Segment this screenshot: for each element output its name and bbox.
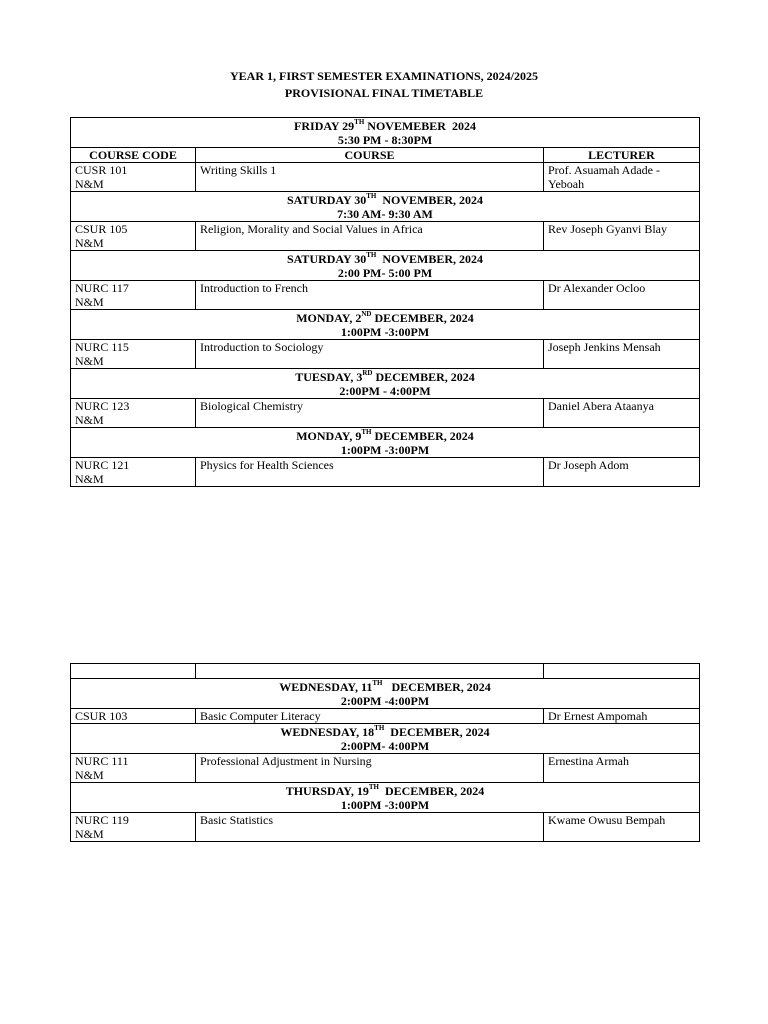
- session-header: [71, 783, 700, 813]
- session-time: 2:00PM - 4:00PM: [339, 384, 431, 398]
- table-row: [71, 163, 700, 192]
- course-cell: Professional Adjustment in Nursing: [196, 754, 544, 783]
- session-header: [71, 679, 700, 709]
- header-course-code: COURSE CODE: [71, 148, 196, 163]
- session-header: [71, 428, 700, 458]
- session-day: SATURDAY 30TH NOVEMBER, 2024: [286, 192, 484, 207]
- table-row: [71, 222, 700, 251]
- document-subtitle: PROVISIONAL FINAL TIMETABLE: [284, 86, 484, 100]
- session-time: 1:00PM -3:00PM: [340, 798, 430, 812]
- table-row: [71, 813, 700, 842]
- session-header: [71, 192, 700, 222]
- course-cell: Biological Chemistry: [196, 399, 544, 428]
- document-title: YEAR 1, FIRST SEMESTER EXAMINATIONS, 2024/2025: [230, 69, 538, 83]
- course-code-cell: NURC 117 N&M: [71, 281, 196, 310]
- course-cell: Basic Computer Literacy: [196, 709, 544, 724]
- session-time: 2:00PM- 4:00PM: [340, 739, 430, 753]
- course-code-cell: NURC 111 N&M: [71, 754, 196, 783]
- lecturer-cell: Kwame Owusu Bempah: [544, 813, 700, 842]
- session-header: [71, 310, 700, 340]
- course-code-cell: NURC 119 N&M: [71, 813, 196, 842]
- course-code-cell: NURC 115 N&M: [71, 340, 196, 369]
- session-day: SATURDAY 30TH NOVEMBER, 2024: [286, 251, 484, 266]
- course-cell: Physics for Health Sciences: [196, 458, 544, 487]
- session-time: 5:30 PM - 8:30PM: [337, 133, 433, 147]
- lecturer-cell: Prof. Asuamah Adade - Yeboah: [544, 163, 700, 192]
- timetable-page-1: [70, 117, 700, 487]
- header-course: COURSE: [196, 148, 544, 163]
- session-day: WEDNESDAY, 18TH DECEMBER, 2024: [280, 724, 490, 739]
- course-code-cell: CSUR 105 N&M: [71, 222, 196, 251]
- table-row: [71, 458, 700, 487]
- session-time: 7:30 AM- 9:30 AM: [337, 207, 433, 221]
- session-header: [71, 369, 700, 399]
- session-time: 1:00PM -3:00PM: [340, 443, 430, 457]
- empty-row: [71, 664, 700, 679]
- column-headers: [71, 148, 700, 163]
- lecturer-cell: Ernestina Armah: [544, 754, 700, 783]
- lecturer-cell: Rev Joseph Gyanvi Blay: [544, 222, 700, 251]
- lecturer-cell: Dr Alexander Ocloo: [544, 281, 700, 310]
- session-time: 1:00PM -3:00PM: [340, 325, 430, 339]
- lecturer-cell: Dr Ernest Ampomah: [544, 709, 700, 724]
- header-lecturer: LECTURER: [544, 148, 700, 163]
- course-code-cell: CSUR 103: [71, 709, 196, 724]
- table-row: [71, 709, 700, 724]
- table-row: [71, 399, 700, 428]
- course-cell: Writing Skills 1: [196, 163, 544, 192]
- course-cell: Basic Statistics: [196, 813, 544, 842]
- lecturer-cell: Daniel Abera Ataanya: [544, 399, 700, 428]
- session-day: THURSDAY, 19TH DECEMBER, 2024: [285, 783, 485, 798]
- session-day: FRIDAY 29TH NOVEMEBER 2024: [294, 118, 476, 133]
- lecturer-cell: Dr Joseph Adom: [544, 458, 700, 487]
- course-cell: Introduction to French: [196, 281, 544, 310]
- session-time: 2:00PM -4:00PM: [340, 694, 430, 708]
- session-day: MONDAY, 9TH DECEMBER, 2024: [296, 428, 474, 443]
- session-day: TUESDAY, 3RD DECEMBER, 2024: [295, 369, 475, 384]
- table-row: [71, 281, 700, 310]
- session-header: [71, 251, 700, 281]
- session-day: MONDAY, 2ND DECEMBER, 2024: [296, 310, 474, 325]
- lecturer-cell: Joseph Jenkins Mensah: [544, 340, 700, 369]
- session-time: 2:00 PM- 5:00 PM: [337, 266, 433, 280]
- course-code-cell: NURC 121 N&M: [71, 458, 196, 487]
- table-row: [71, 340, 700, 369]
- session-day: WEDNESDAY, 11TH DECEMBER, 2024: [279, 679, 491, 694]
- timetable-page-2: [70, 663, 700, 842]
- course-cell: Introduction to Sociology: [196, 340, 544, 369]
- course-code-cell: CUSR 101 N&M: [71, 163, 196, 192]
- session-header: [71, 724, 700, 754]
- course-code-cell: NURC 123 N&M: [71, 399, 196, 428]
- session-header: [71, 118, 700, 148]
- table-row: [71, 754, 700, 783]
- course-cell: Religion, Morality and Social Values in Africa: [196, 222, 544, 251]
